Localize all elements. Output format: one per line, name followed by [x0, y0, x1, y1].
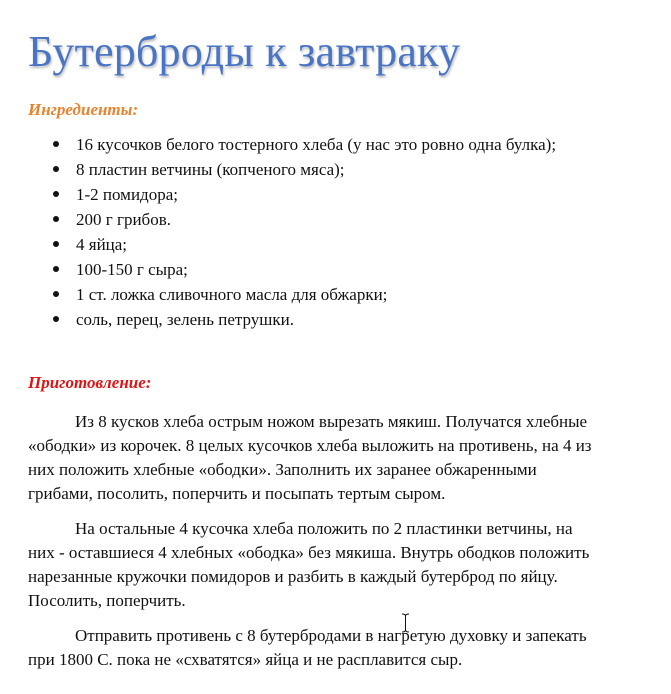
ingredients-heading: Ингредиенты: — [28, 100, 139, 119]
step-line: них - оставшиеся 4 хлебных «ободка» без мякиша. Внутрь ободков положить — [28, 543, 590, 562]
ingredient-text: 100-150 г сыра; — [76, 260, 188, 279]
ingredient-text: 4 яйца; — [76, 235, 128, 254]
step-line: Из 8 кусков хлеба острым ножом вырезать мякиш. Получатся хлебные — [75, 412, 588, 431]
step-paragraph — [28, 410, 660, 506]
step-line: них положить хлебные «ободки». Заполнить их заранее обжаренными — [28, 460, 537, 479]
ingredient-text: 1-2 помидора; — [76, 185, 178, 204]
preparation-heading: Приготовление: — [28, 373, 152, 392]
list-item — [52, 257, 556, 282]
step-paragraph — [28, 624, 660, 672]
bullet-icon — [53, 191, 59, 197]
text-cursor-icon — [401, 613, 410, 633]
ingredient-text: 200 г грибов. — [76, 210, 171, 229]
step-line: Отправить противень с 8 бутербродами в нагретую духовку и запекать — [75, 626, 587, 645]
list-item — [52, 157, 556, 182]
bullet-icon — [53, 241, 59, 247]
ingredients-list — [52, 132, 556, 332]
bullet-icon — [53, 141, 59, 147]
preparation-steps — [28, 410, 660, 683]
step-line: «ободки» из корочек. 8 целых кусочков хлеба выложить на противень, на 4 из — [28, 436, 592, 455]
list-item — [52, 307, 556, 332]
list-item — [52, 182, 556, 207]
list-item — [52, 132, 556, 157]
ingredient-text: 1 ст. ложка сливочного масла для обжарки; — [76, 285, 388, 304]
list-item — [52, 282, 556, 307]
bullet-icon — [53, 216, 59, 222]
ingredient-text: 16 кусочков белого тостерного хлеба (у нас это ровно одна булка); — [76, 135, 557, 154]
step-line: грибами, посолить, поперчить и посыпать тертым сыром. — [28, 484, 446, 503]
step-line: Посолить, поперчить. — [28, 591, 186, 610]
document-title: Бутерброды к завтраку — [28, 27, 461, 76]
step-line: На остальные 4 кусочка хлеба положить по 2 пластинки ветчины, на — [75, 519, 573, 538]
bullet-icon — [53, 266, 59, 272]
bullet-icon — [53, 291, 59, 297]
list-item — [52, 207, 556, 232]
bullet-icon — [53, 166, 59, 172]
ingredient-text: соль, перец, зелень петрушки. — [76, 310, 294, 329]
list-item — [52, 232, 556, 257]
bullet-icon — [53, 316, 59, 322]
step-paragraph — [28, 517, 660, 613]
step-line: нарезанные кружочки помидоров и разбить в каждый бутерброд по яйцу. — [28, 567, 558, 586]
step-line: при 1800 С. пока не «схватятся» яйца и не расплавится сыр. — [28, 650, 463, 669]
ingredient-text: 8 пластин ветчины (копченого мяса); — [76, 160, 345, 179]
